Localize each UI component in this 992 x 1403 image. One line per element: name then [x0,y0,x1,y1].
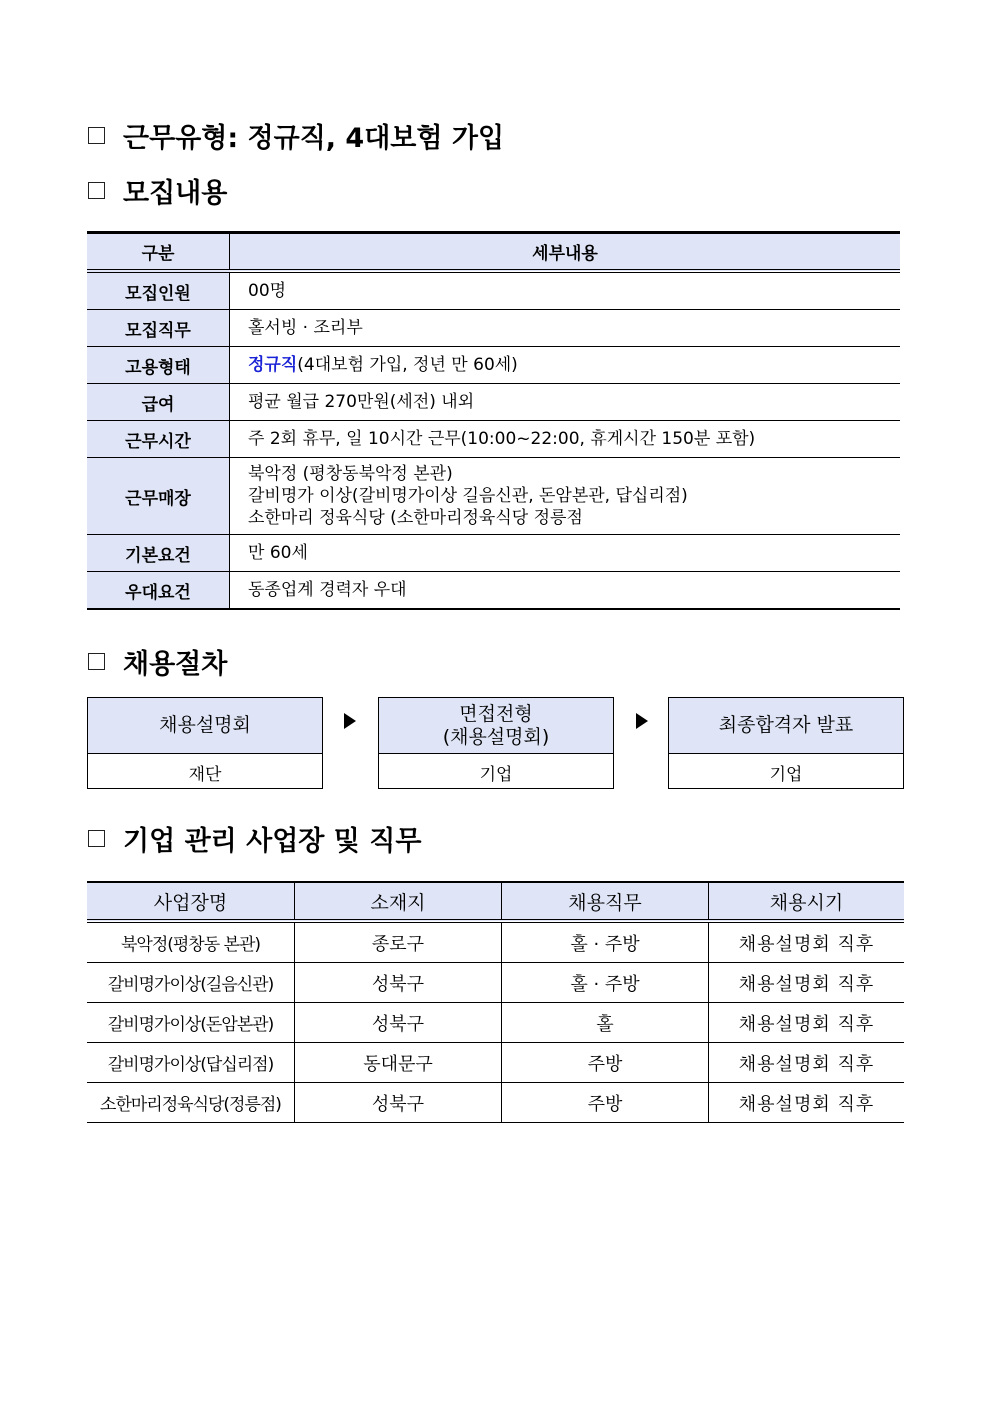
table-row [87,921,904,963]
process-step [668,697,904,789]
step-title [379,698,613,754]
cell-site: 북악정(평창동 본관) [87,921,295,963]
cell-timing: 채용설명회 직후 [709,1083,905,1123]
cell-job: 홀 [502,1003,709,1043]
table-row [87,384,900,421]
arrow-right-icon [344,713,356,729]
row-value: 홀서빙 · 조리부 [230,310,901,347]
step-owner: 기업 [769,764,803,785]
table-row [87,271,900,310]
heading-process [88,642,227,681]
column-header: 채용직무 [502,882,709,921]
row-label: 우대요건 [87,572,230,610]
step-title: 최종합격자 발표 [669,698,903,754]
table-row [87,963,904,1003]
row-value: 평균 월급 270만원(세전) 내외 [230,384,901,421]
table-row [87,310,900,347]
company-table [87,881,904,1123]
row-label: 근무매장 [87,458,230,535]
table-row [87,1003,904,1043]
column-header: 사업장명 [87,882,295,921]
heading-text: 모집내용 [123,178,228,209]
heading-text: 기업 관리 사업장 및 직무 [123,826,422,857]
column-header: 소재지 [295,882,502,921]
heading-recruitment [88,171,227,210]
table-row [87,572,900,610]
heading-company [88,819,421,858]
table-header-row [87,233,900,272]
store-line: 갈비명가 이상(갈비명가이상 길음신관, 돈암본관, 답십리점) [248,485,688,506]
row-label: 기본요건 [87,535,230,572]
store-line: 소한마리 정육식당 (소한마리정육식당 정릉점 [248,508,583,529]
row-label: 모집직무 [87,310,230,347]
cell-job: 주방 [502,1043,709,1083]
row-label: 모집인원 [87,271,230,310]
checkbox-square-icon [88,830,105,847]
table-row [87,421,900,458]
row-label: 고용형태 [87,347,230,384]
row-value [230,458,901,535]
checkbox-square-icon [88,127,105,144]
cell-location: 동대문구 [295,1043,502,1083]
table-header-row [87,882,904,921]
cell-job: 홀 · 주방 [502,963,709,1003]
step-title: 채용설명회 [88,698,322,754]
cell-site: 갈비명가이상(돈암본관) [87,1003,295,1043]
step-owner: 기업 [479,764,513,785]
cell-location: 성북구 [295,1083,502,1123]
row-value: 동종업계 경력자 우대 [230,572,901,610]
step-title-line: (채용설명회) [442,725,550,748]
cell-timing: 채용설명회 직후 [709,1003,905,1043]
value-text: (4대보험 가입, 정년 만 60세) [297,354,518,375]
checkbox-square-icon [88,182,105,199]
table-row [87,347,900,384]
cell-timing: 채용설명회 직후 [709,1043,905,1083]
cell-location: 성북구 [295,963,502,1003]
heading-text: 근무유형: 정규직, 4대보험 가입 [123,123,505,154]
cell-job: 주방 [502,1083,709,1123]
cell-timing: 채용설명회 직후 [709,963,905,1003]
table-row [87,1043,904,1083]
table-row [87,535,900,572]
heading-work-type [88,116,504,155]
cell-location: 종로구 [295,921,502,963]
step-title-line: 면접전형 [459,702,533,725]
highlight-text: 정규직 [248,354,298,375]
step-owner: 재단 [188,764,222,785]
table-row [87,1083,904,1123]
process-step [87,697,323,789]
heading-text: 채용절차 [123,649,228,680]
cell-location: 성북구 [295,1003,502,1043]
cell-site: 소한마리정육식당(정릉점) [87,1083,295,1123]
arrow-right-icon [636,713,648,729]
process-step [378,697,614,789]
column-header: 세부내용 [230,233,901,272]
cell-timing: 채용설명회 직후 [709,921,905,963]
column-header: 구분 [87,233,230,272]
cell-job: 홀 · 주방 [502,921,709,963]
cell-site: 갈비명가이상(답십리점) [87,1043,295,1083]
recruitment-table [87,231,900,610]
row-label: 급여 [87,384,230,421]
column-header: 채용시기 [709,882,905,921]
process-flow [87,697,904,791]
checkbox-square-icon [88,653,105,670]
store-line: 북악정 (평창동북악정 본관) [248,463,453,484]
row-label: 근무시간 [87,421,230,458]
row-value: 00명 [230,271,901,310]
table-row [87,458,900,535]
row-value: 주 2회 휴무, 일 10시간 근무(10:00~22:00, 휴게시간 150분 포함) [230,421,901,458]
row-value [230,347,901,384]
cell-site: 갈비명가이상(길음신관) [87,963,295,1003]
row-value: 만 60세 [230,535,901,572]
